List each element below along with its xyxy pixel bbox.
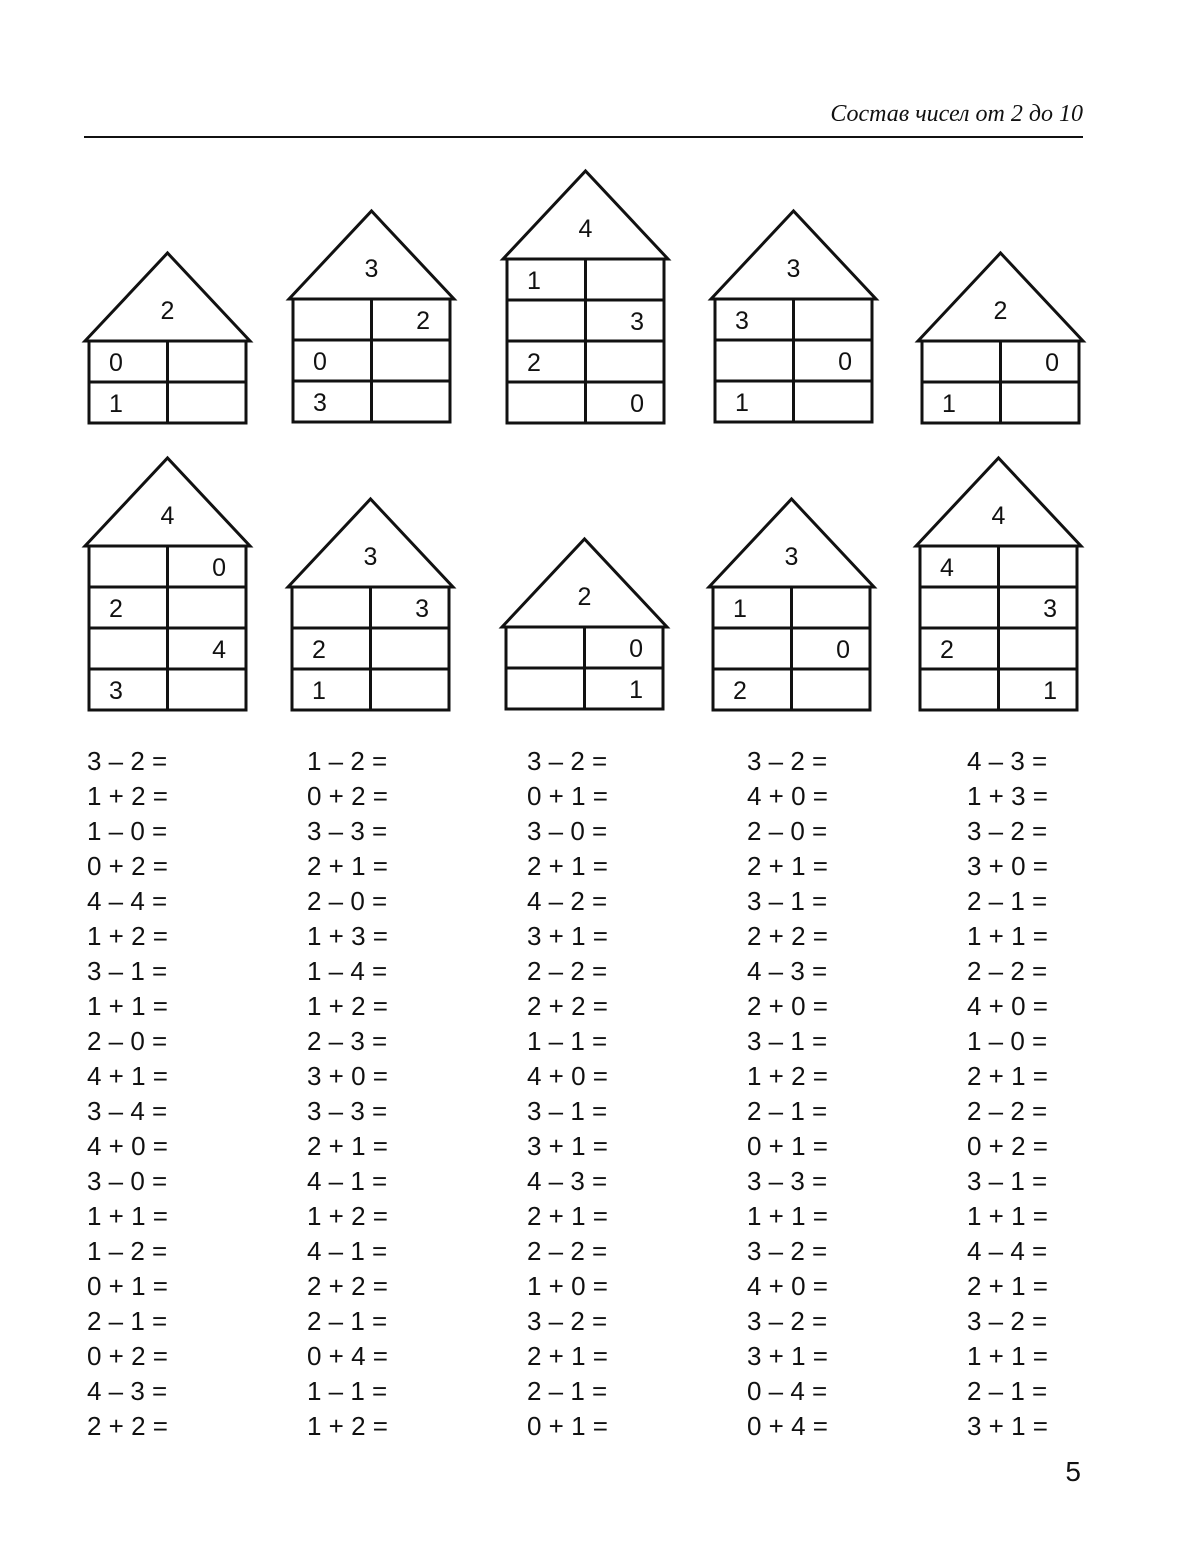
equation: 1 – 1 =	[527, 1026, 608, 1056]
house-cell-left: 1	[735, 389, 749, 417]
equation: 3 + 1 =	[527, 921, 608, 951]
equation: 2 + 1 =	[307, 1131, 388, 1161]
equation: 4 – 2 =	[527, 886, 608, 916]
equation: 2 – 0 =	[87, 1026, 168, 1056]
equation: 1 – 0 =	[87, 816, 168, 846]
equation: 3 – 0 =	[87, 1166, 168, 1196]
equation: 3 – 3 =	[307, 1096, 388, 1126]
number-house	[503, 171, 668, 423]
equation: 2 + 1 =	[747, 851, 828, 881]
house-cell-right: 0	[838, 348, 852, 376]
equation: 0 + 4 =	[307, 1341, 388, 1371]
house-cell-left: 3	[109, 677, 123, 705]
number-house	[709, 499, 874, 710]
equation-column-1	[87, 744, 287, 1444]
equation: 1 + 3 =	[967, 781, 1048, 811]
house-cell-left: 0	[313, 348, 327, 376]
house-cell-right: 0	[630, 390, 644, 418]
equation: 4 – 3 =	[747, 956, 828, 986]
equation: 2 – 0 =	[307, 886, 388, 916]
equation: 0 + 1 =	[527, 1411, 608, 1441]
equation: 1 + 3 =	[307, 921, 388, 951]
equation: 0 – 4 =	[747, 1376, 828, 1406]
equation-column-3	[527, 744, 727, 1444]
equation: 2 – 1 =	[967, 886, 1048, 916]
equation: 2 – 2 =	[967, 956, 1048, 986]
equation: 1 – 1 =	[307, 1376, 388, 1406]
equation: 3 – 2 =	[967, 1306, 1048, 1336]
house-cell-left: 0	[109, 349, 123, 377]
number-house	[918, 253, 1083, 423]
house-cell-left: 1	[733, 595, 747, 623]
equation: 2 – 1 =	[527, 1376, 608, 1406]
house-cell-left: 2	[312, 636, 326, 664]
house-cell-left: 1	[527, 267, 541, 295]
house-cell-right: 0	[1045, 349, 1059, 377]
house-cell-left: 3	[313, 389, 327, 417]
equation: 3 – 2 =	[527, 746, 608, 776]
house-cell-left: 2	[940, 636, 954, 664]
equation: 1 + 1 =	[967, 1201, 1048, 1231]
house-cell-right: 3	[415, 595, 429, 623]
house-cell-left: 3	[735, 307, 749, 335]
house-cell-left: 2	[109, 595, 123, 623]
number-house	[502, 539, 667, 709]
equation: 1 – 2 =	[307, 746, 388, 776]
house-roof-number: 2	[160, 297, 175, 325]
equation: 3 – 3 =	[307, 816, 388, 846]
equation: 2 – 2 =	[527, 1236, 608, 1266]
equation: 1 + 2 =	[87, 781, 168, 811]
equation-column-4	[747, 744, 947, 1444]
equation: 2 – 1 =	[87, 1306, 168, 1336]
equation: 1 + 1 =	[967, 1341, 1048, 1371]
equation: 1 + 0 =	[527, 1271, 608, 1301]
equation: 3 – 2 =	[527, 1306, 608, 1336]
equation: 0 + 2 =	[87, 1341, 168, 1371]
house-cell-right: 4	[212, 636, 226, 664]
equation: 0 + 1 =	[527, 781, 608, 811]
equation: 3 + 0 =	[307, 1061, 388, 1091]
number-house	[916, 458, 1081, 710]
equation: 1 + 2 =	[307, 1201, 388, 1231]
equation: 3 + 1 =	[967, 1411, 1048, 1441]
house-cell-right: 0	[212, 554, 226, 582]
equation: 4 – 3 =	[527, 1166, 608, 1196]
equation: 3 – 2 =	[967, 816, 1048, 846]
house-cell-right: 0	[629, 635, 643, 663]
equation: 4 + 0 =	[747, 781, 828, 811]
equation: 1 – 4 =	[307, 956, 388, 986]
equation: 2 – 0 =	[747, 816, 828, 846]
equation: 2 + 1 =	[967, 1061, 1048, 1091]
equation: 3 – 1 =	[747, 886, 828, 916]
equation: 4 – 1 =	[307, 1236, 388, 1266]
equation: 3 – 1 =	[967, 1166, 1048, 1196]
equation: 1 + 2 =	[747, 1061, 828, 1091]
equation: 1 – 0 =	[967, 1026, 1048, 1056]
house-cell-left: 1	[312, 677, 326, 705]
equation: 3 – 1 =	[747, 1026, 828, 1056]
house-cell-left: 2	[733, 677, 747, 705]
equation: 3 + 1 =	[527, 1131, 608, 1161]
house-cell-right: 1	[629, 676, 643, 704]
equation: 2 + 1 =	[527, 1201, 608, 1231]
equation: 0 + 2 =	[307, 781, 388, 811]
equation: 4 – 3 =	[967, 746, 1048, 776]
equation: 4 – 3 =	[87, 1376, 168, 1406]
equation: 1 + 2 =	[307, 991, 388, 1021]
number-house	[288, 499, 453, 710]
equation-column-2	[307, 744, 507, 1444]
house-roof-number: 4	[160, 502, 175, 530]
house-cell-left: 1	[942, 390, 956, 418]
equation: 2 – 2 =	[967, 1096, 1048, 1126]
equation: 2 + 2 =	[307, 1271, 388, 1301]
number-house	[85, 253, 250, 423]
equation-column-5	[967, 744, 1167, 1444]
house-roof-number: 4	[991, 502, 1006, 530]
equation: 2 – 1 =	[307, 1306, 388, 1336]
equation: 2 + 1 =	[527, 851, 608, 881]
house-roof-number: 3	[786, 255, 801, 283]
house-cell-right: 1	[1043, 677, 1057, 705]
number-house	[711, 211, 876, 422]
equation: 2 – 3 =	[307, 1026, 388, 1056]
equation: 3 – 2 =	[747, 1306, 828, 1336]
equation: 3 – 2 =	[87, 746, 168, 776]
house-roof-number: 3	[364, 255, 379, 283]
equation: 4 + 0 =	[87, 1131, 168, 1161]
house-cell-left: 1	[109, 390, 123, 418]
equation: 3 – 1 =	[527, 1096, 608, 1126]
equation: 4 – 4 =	[87, 886, 168, 916]
equation: 0 + 4 =	[747, 1411, 828, 1441]
equation: 3 + 0 =	[967, 851, 1048, 881]
equation: 1 + 1 =	[87, 991, 168, 1021]
equation: 4 + 0 =	[747, 1271, 828, 1301]
equation: 4 – 1 =	[307, 1166, 388, 1196]
equation: 2 + 2 =	[747, 921, 828, 951]
house-roof-number: 2	[577, 583, 592, 611]
equation: 0 + 1 =	[87, 1271, 168, 1301]
equation: 3 – 4 =	[87, 1096, 168, 1126]
equation: 3 – 2 =	[747, 1236, 828, 1266]
equation: 2 – 2 =	[527, 956, 608, 986]
equation: 2 + 1 =	[527, 1341, 608, 1371]
equation: 4 + 0 =	[527, 1061, 608, 1091]
house-cell-right: 3	[630, 308, 644, 336]
house-cell-left: 2	[527, 349, 541, 377]
house-roof-number: 3	[363, 543, 378, 571]
equation: 4 + 0 =	[967, 991, 1048, 1021]
equation: 0 + 2 =	[87, 851, 168, 881]
equation: 1 + 1 =	[87, 1201, 168, 1231]
equation: 1 – 2 =	[87, 1236, 168, 1266]
equation: 4 + 1 =	[87, 1061, 168, 1091]
equation: 3 + 1 =	[747, 1341, 828, 1371]
equation: 1 + 2 =	[307, 1411, 388, 1441]
equation: 0 + 2 =	[967, 1131, 1048, 1161]
house-cell-right: 3	[1043, 595, 1057, 623]
house-cell-left: 4	[940, 554, 954, 582]
number-house	[289, 211, 454, 422]
equation: 3 – 3 =	[747, 1166, 828, 1196]
equation: 2 + 1 =	[967, 1271, 1048, 1301]
equation: 2 – 1 =	[747, 1096, 828, 1126]
equation: 2 + 2 =	[527, 991, 608, 1021]
page-number: 5	[1065, 1456, 1081, 1487]
number-house	[85, 458, 250, 710]
house-roof-number: 2	[993, 297, 1008, 325]
equation: 3 – 2 =	[747, 746, 828, 776]
house-cell-right: 2	[416, 307, 430, 335]
equation: 1 + 1 =	[967, 921, 1048, 951]
house-cell-right: 0	[836, 636, 850, 664]
equation: 2 + 1 =	[307, 851, 388, 881]
equation: 0 + 1 =	[747, 1131, 828, 1161]
equation: 2 – 1 =	[967, 1376, 1048, 1406]
equation: 4 – 4 =	[967, 1236, 1048, 1266]
equation: 2 + 2 =	[87, 1411, 168, 1441]
equation: 3 – 1 =	[87, 956, 168, 986]
equation: 3 – 0 =	[527, 816, 608, 846]
house-roof-number: 3	[784, 543, 799, 571]
page-header-title: Состав чисел от 2 до 10	[830, 101, 1083, 127]
equation: 2 + 0 =	[747, 991, 828, 1021]
equation: 1 + 2 =	[87, 921, 168, 951]
house-roof-number: 4	[578, 215, 593, 243]
equation: 1 + 1 =	[747, 1201, 828, 1231]
